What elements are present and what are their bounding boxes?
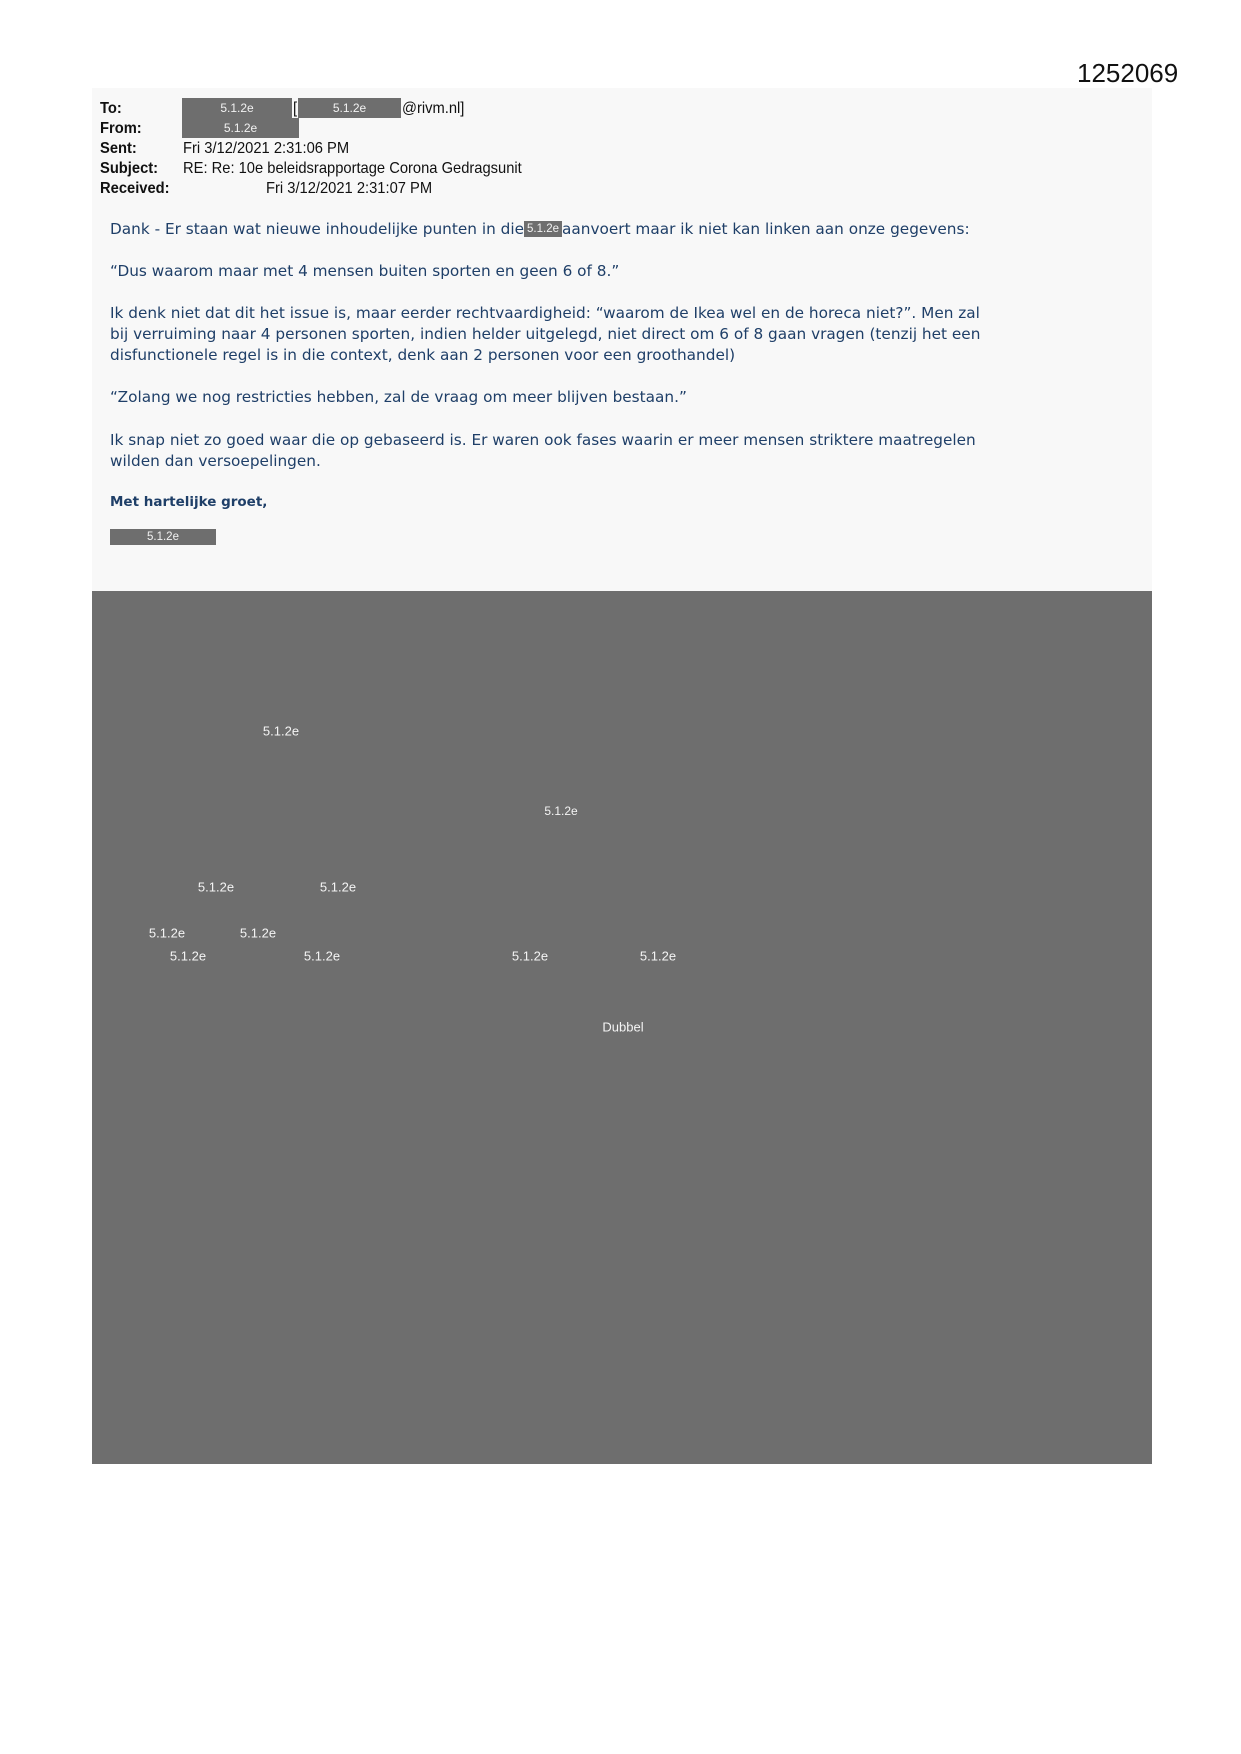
to-domain: @rivm.nl] (402, 100, 465, 117)
redacted-block (92, 591, 1152, 1464)
redaction-label: 5.1.2e (148, 925, 186, 941)
received-value: Fri 3/12/2021 2:31:07 PM (266, 180, 433, 197)
redaction-label: 5.1.2e (544, 804, 578, 818)
to-redaction: 5.1.2e (182, 98, 292, 118)
to-redaction-2: 5.1.2e (298, 98, 401, 118)
redaction-label: 5.1.2e (262, 723, 300, 739)
para-2-line-2: bij verruiming naar 4 personen sporten, indien helder uitgelegd, niet direct om 6 of 8 gaan vragen (tenzij het een (110, 325, 981, 343)
body-line-1-after: aanvoert maar ik niet kan linken aan onze gegevens: (562, 220, 970, 238)
subject-label: Subject: (100, 160, 159, 177)
subject-value: RE: Re: 10e beleidsrapportage Corona Gedragsunit (183, 160, 522, 177)
para-3-line-2: wilden dan versoepelingen. (110, 452, 321, 470)
sent-label: Sent: (100, 140, 137, 157)
redaction-label: 5.1.2e (639, 948, 677, 964)
redaction-label: 5.1.2e (239, 925, 277, 941)
signature-redaction: 5.1.2e (110, 529, 216, 545)
body-line-1 (110, 220, 970, 239)
redaction-label: 5.1.2e (169, 948, 207, 964)
from-redaction: 5.1.2e (182, 118, 299, 138)
closing: Met hartelijke groet, (110, 494, 268, 510)
para-3-line-1: Ik snap niet zo goed waar die op gebaseerd is. Er waren ook fases waarin er meer mensen striktere maatregelen (110, 431, 976, 449)
body-line-1-before: Dank - Er staan wat nieuwe inhoudelijke punten in die (110, 220, 525, 238)
para-2-line-3: disfunctionele regel is in die context, denk aan 2 personen voor een groothandel) (110, 346, 736, 364)
to-label: To: (100, 100, 122, 117)
redaction-label: 5.1.2e (511, 948, 549, 964)
sent-value: Fri 3/12/2021 2:31:06 PM (183, 140, 350, 157)
redaction-label: 5.1.2e (303, 948, 341, 964)
para-2-line-1: Ik denk niet dat dit het issue is, maar eerder rechtvaardigheid: “waarom de Ikea wel en de horeca niet?”. Men zal (110, 304, 980, 322)
from-label: From: (100, 120, 142, 137)
redaction-label: 5.1.2e (319, 879, 357, 895)
dubbel-label: Dubbel (602, 1019, 644, 1035)
inline-redaction: 5.1.2e (524, 221, 562, 237)
received-label: Received: (100, 180, 170, 197)
document-number: 1252069 (1077, 58, 1179, 88)
to-bracket: [ (293, 100, 298, 117)
quote-1: “Dus waarom maar met 4 mensen buiten sporten en geen 6 of 8.” (110, 262, 620, 280)
quote-2: “Zolang we nog restricties hebben, zal de vraag om meer blijven bestaan.” (110, 388, 687, 406)
redaction-label: 5.1.2e (197, 879, 235, 895)
